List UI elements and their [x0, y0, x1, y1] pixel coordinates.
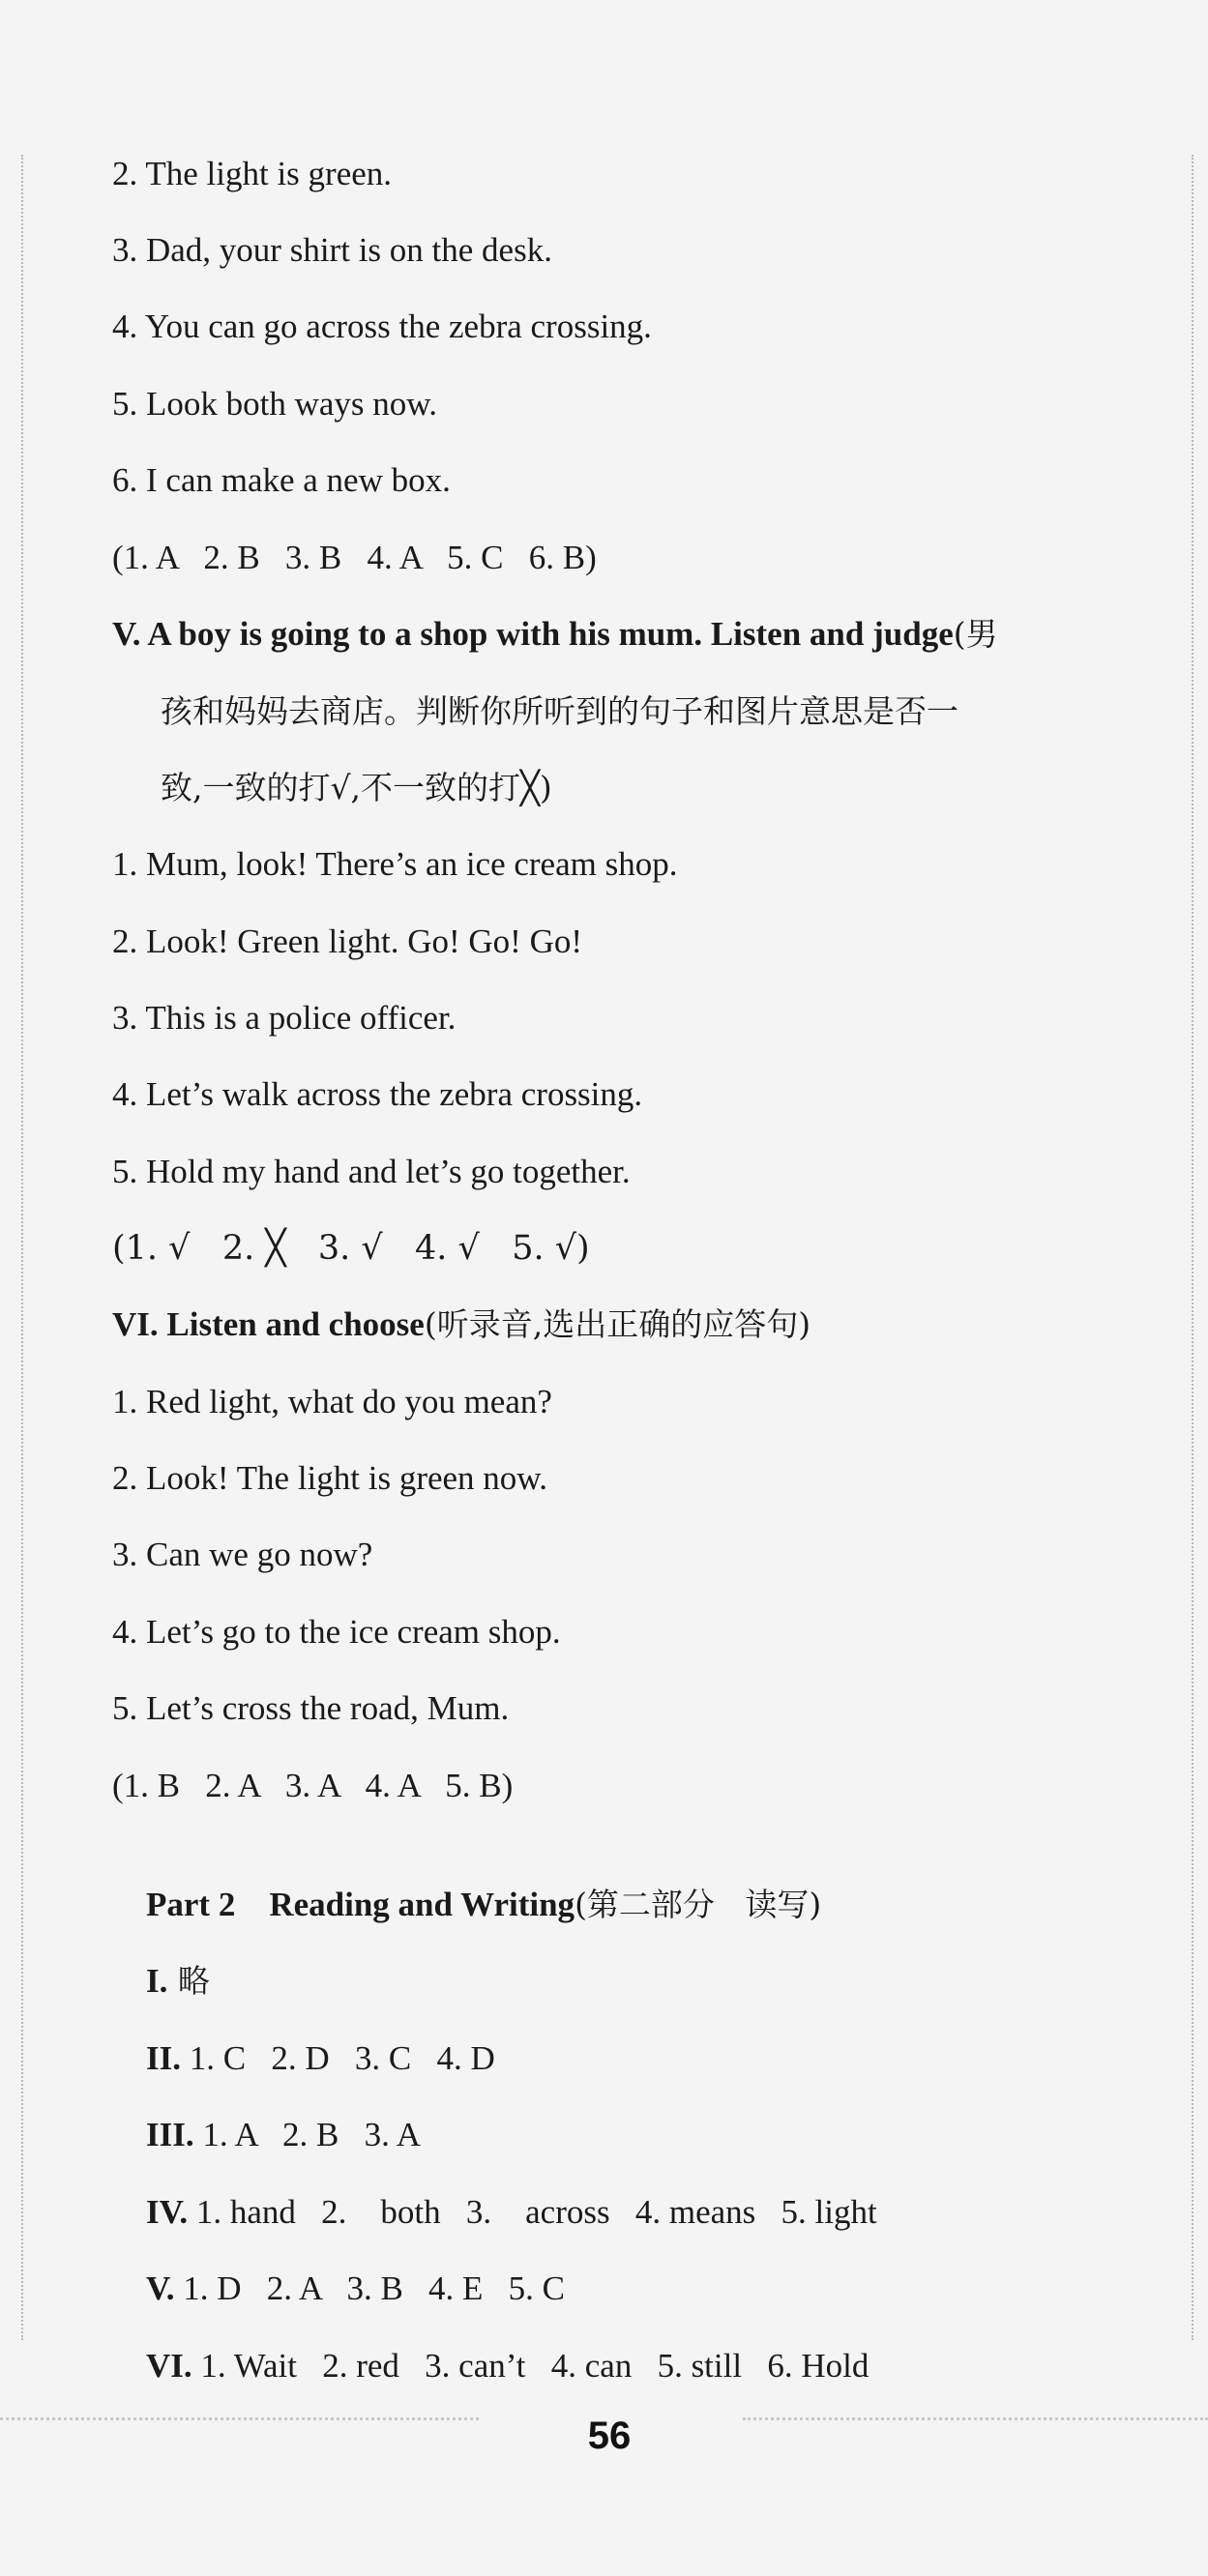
listening-item-6: 6. I can make a new box. — [112, 461, 451, 499]
part2-heading: Part 2 Reading and Writing — [146, 1886, 575, 1923]
listening-answers: (1. A 2. B 3. B 4. A 5. C 6. B) — [112, 539, 597, 576]
page-number: 56 — [587, 2415, 632, 2457]
section-vi-heading: VI. Listen and choose — [112, 1305, 425, 1343]
part2-answer-vi — [112, 2302, 869, 2430]
part2-heading-line — [112, 1841, 821, 1969]
section-v-item-3: 3. This is a police officer. — [112, 999, 457, 1037]
footer-right-dotted-rule — [743, 2417, 1208, 2420]
section-v-item-1: 1. Mum, look! There’s an ice cream shop. — [112, 845, 678, 883]
listening-item-2: 2. The light is green. — [112, 155, 393, 192]
answer-text: 1. A 2. B 3. A — [193, 2116, 421, 2153]
right-margin-dotted-line — [1192, 155, 1193, 2340]
answer-text: 略 — [167, 1962, 210, 2000]
section-v-heading-line — [112, 613, 998, 656]
answer-label: I. — [146, 1962, 168, 2000]
listening-item-4: 4. You can go across the zebra crossing. — [112, 307, 652, 345]
answer-text: 1. hand 2. both 3. across 4. means 5. light — [188, 2193, 877, 2231]
section-v-item-5: 5. Hold my hand and let’s go together. — [112, 1153, 631, 1190]
section-v-note-line-3: 致,一致的打√,不一致的打╳) — [161, 769, 552, 806]
section-v-answers: (1. √ 2. ╳ 3. √ 4. √ 5. √) — [112, 1229, 590, 1268]
listening-item-5: 5. Look both ways now. — [112, 385, 438, 423]
answer-text: 1. D 2. A 3. B 4. E 5. C — [174, 2269, 566, 2307]
left-margin-dotted-line — [21, 155, 23, 2340]
section-v-item-4: 4. Let’s walk across the zebra crossing. — [112, 1075, 643, 1113]
answer-label: V. — [146, 2269, 175, 2307]
section-vi-item-5: 5. Let’s cross the road, Mum. — [112, 1689, 510, 1727]
section-v-note-line-2: 孩和妈妈去商店。判断你所听到的句子和图片意思是否一 — [161, 692, 958, 730]
answer-text: 1. C 2. D 3. C 4. D — [181, 2039, 495, 2077]
section-vi-item-3: 3. Can we go now? — [112, 1536, 373, 1573]
section-vi-heading-line — [112, 1303, 810, 1346]
section-vi-item-1: 1. Red light, what do you mean? — [112, 1383, 552, 1420]
answer-label: III. — [146, 2116, 194, 2153]
section-vi-item-2: 2. Look! The light is green now. — [112, 1459, 548, 1497]
answer-label: II. — [146, 2039, 181, 2077]
answer-label: IV. — [146, 2193, 189, 2231]
section-vi-item-4: 4. Let’s go to the ice cream shop. — [112, 1613, 561, 1651]
section-v-heading: V. A boy is going to a shop with his mum. Listen and judge — [112, 615, 954, 653]
answer-label: VI. — [146, 2347, 192, 2385]
answer-text: 1. Wait 2. red 3. can’t 4. can 5. still 6. Hold — [192, 2347, 869, 2385]
part2-note: (第二部分 读写) — [575, 1886, 822, 1923]
footer-left-dotted-rule — [0, 2417, 479, 2420]
listening-item-3: 3. Dad, your shirt is on the desk. — [112, 231, 552, 269]
section-vi-answers: (1. B 2. A 3. A 4. A 5. B) — [112, 1767, 514, 1804]
section-v-note-start: (男 — [953, 615, 998, 653]
section-vi-note: (听录音,选出正确的应答句) — [424, 1305, 811, 1343]
section-v-item-2: 2. Look! Green light. Go! Go! Go! — [112, 922, 583, 960]
